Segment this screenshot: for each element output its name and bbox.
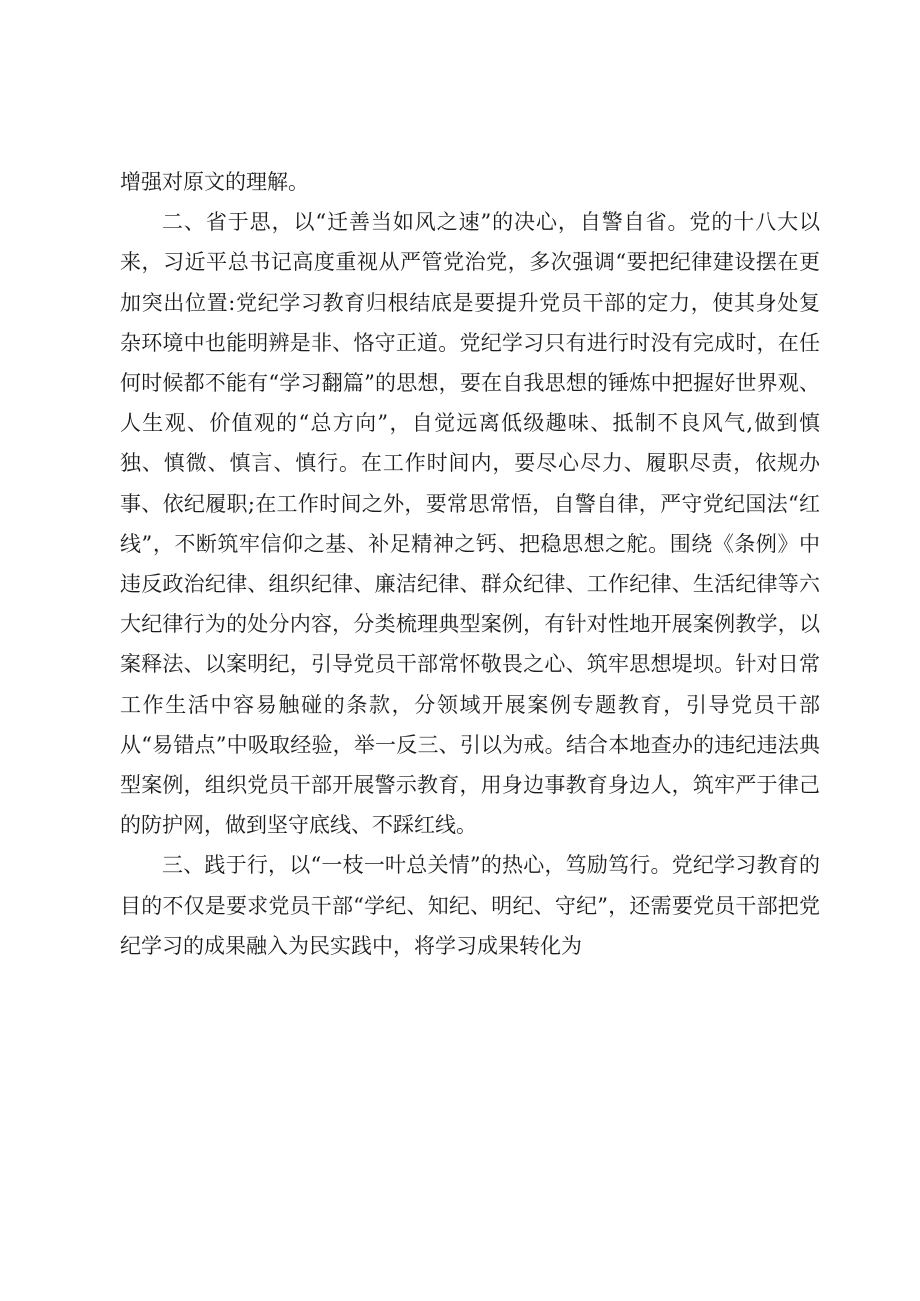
document-body: [120, 162, 820, 966]
paragraph-section-two: 二、省于思，以“迁善当如风之速”的决心，自警自省。党的十八大以来，习近平总书记高度重视从严管党治党，多次强调“要把纪律建设摆在更加突出位置:党纪学习教育归根结底是要提升党员干部的定力，使其身处复杂环境中也能明辨是非、恪守正道。党纪学习只有进行时没有完成时，在任何时候都不能有“学习翻篇”的思想，要在自我思想的锤炼中把握好世界观、人生观、价值观的“总方向”，自觉远离低级趣味、抵制不良风气,做到慎独、慎微、慎言、慎行。在工作时间内，要尽心尽力、履职尽责，依规办事、依纪履职;在工作时间之外，要常思常悟，自警自律，严守党纪国法“红线”，不断筑牢信仰之基、补足精神之钙、把稳思想之舵。围绕《条例》中违反政治纪律、组织纪律、廉洁纪律、群众纪律、工作纪律、生活纪律等六大纪律行为的处分内容，分类梳理典型案例，有针对性地开展案例教学，以案释法、以案明纪，引导党员干部常怀敬畏之心、筑牢思想堤坝。针对日常工作生活中容易触碰的条款，分领域开展案例专题教育，引导党员干部从“易错点”中吸取经验，举一反三、引以为戒。结合本地查办的违纪违法典型案例，组织党员干部开展警示教育，用身边事教育身边人，筑牢严于律己的防护网，做到坚守底线、不踩红线。: [120, 210, 820, 838]
paragraph-continuation: 增强对原文的理解。: [120, 170, 309, 194]
paragraph-section-three: 三、践于行，以“一枝一叶总关情”的热心，笃励笃行。党纪学习教育的目的不仅是要求党员干部“学纪、知纪、明纪、守纪”，还需要党员干部把党纪学习的成果融入为民实践中，将学习成果转化为: [120, 853, 820, 958]
